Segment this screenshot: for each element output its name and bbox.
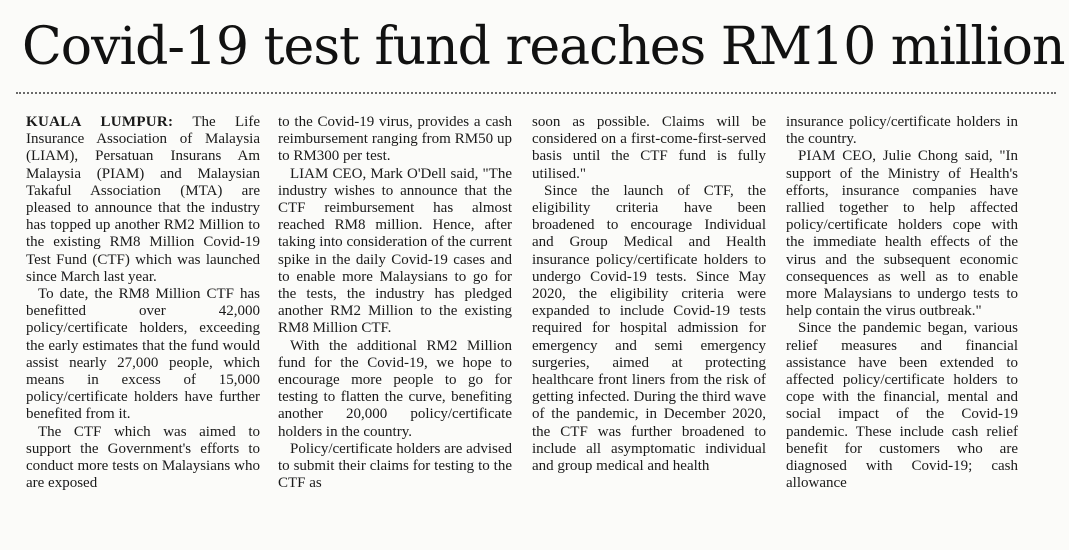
- headline: Covid-19 test fund reaches RM10 million: [22, 17, 1065, 77]
- paragraph: PIAM CEO, Julie Chong said, "In support of the Ministry of Health's efforts, insurance companies have rallied together to help affected policy/certificate holders cope with the immediate health effects of the virus and the subsequent economic consequences as well as to enable more Malaysians to undergo tests to help contain the virus outbreak.": [786, 148, 1018, 320]
- paragraph: insurance policy/certificate holders in the country.: [786, 114, 1018, 148]
- paragraph: Policy/certificate holders are advised to submit their claims for testing to the CTF as: [278, 440, 512, 492]
- paragraph: [26, 114, 260, 286]
- column-1: [26, 114, 260, 492]
- paragraph: Since the launch of CTF, the eligibility criteria have been broadened to encourage Individual and Group Medical and Health insurance policy/certificate holders to undergo Covid-19 tests. Since May 2020, the eligibility criteria were expanded to include Covid-19 tests required for hospital admission for emergency and semi emergency surgeries, aimed at protecting healthcare front liners from the risk of getting infected. During the third wave of the pandemic, in December 2020, the CTF was further broadened to include all asymptomatic individual and group medical and health: [532, 182, 766, 475]
- paragraph: With the additional RM2 Million fund for the Covid-19, we hope to encourage more people to go for testing to flatten the curve, benefiting another 20,000 policy/certificate holders in the country.: [278, 337, 512, 440]
- paragraph: The CTF which was aimed to support the Government's efforts to conduct more tests on Malaysians who are exposed: [26, 423, 260, 492]
- paragraph-text: The Life Insurance Association of Malaysia (LIAM), Persatuan Insurans Am Malaysia (PIAM) and Malaysian Takaful Association (MTA) are pleased to announce that the industry has topped up another RM2 Million to the existing RM8 Million Covid-19 Test Fund (CTF) which was launched since March last year.: [26, 114, 260, 285]
- paragraph: Since the pandemic began, various relief measures and financial assistance have been extended to affected policy/certificate holders to cope with the financial, mental and social impact of the Covid-19 pandemic. These include cash relief benefit for customers who are diagnosed with Covid-19; cash allowance: [786, 320, 1018, 492]
- paragraph: soon as possible. Claims will be considered on a first-come-first-served basis until the CTF fund is fully utilised.": [532, 114, 766, 182]
- paragraph: To date, the RM8 Million CTF has benefitted over 42,000 policy/certificate holders, exceeding the early estimates that the fund would assist nearly 27,000 people, which means in excess of 15,000 policy/certificate holders have further benefited from it.: [26, 286, 260, 423]
- dateline: KUALA LUMPUR:: [26, 114, 174, 130]
- column-2: [278, 114, 512, 492]
- paragraph: to the Covid-19 virus, provides a cash reimbursement ranging from RM50 up to RM300 per test.: [278, 114, 512, 165]
- column-3: [532, 114, 766, 475]
- paragraph: LIAM CEO, Mark O'Dell said, "The industry wishes to announce that the CTF reimbursement has almost reached RM8 million. Hence, after taking into consideration of the current spike in the daily Covid-19 cases and to enable more Malaysians to go for the tests, the industry has pledged another RM2 Million to the existing RM8 Million CTF.: [278, 165, 512, 337]
- column-4: [786, 114, 1018, 492]
